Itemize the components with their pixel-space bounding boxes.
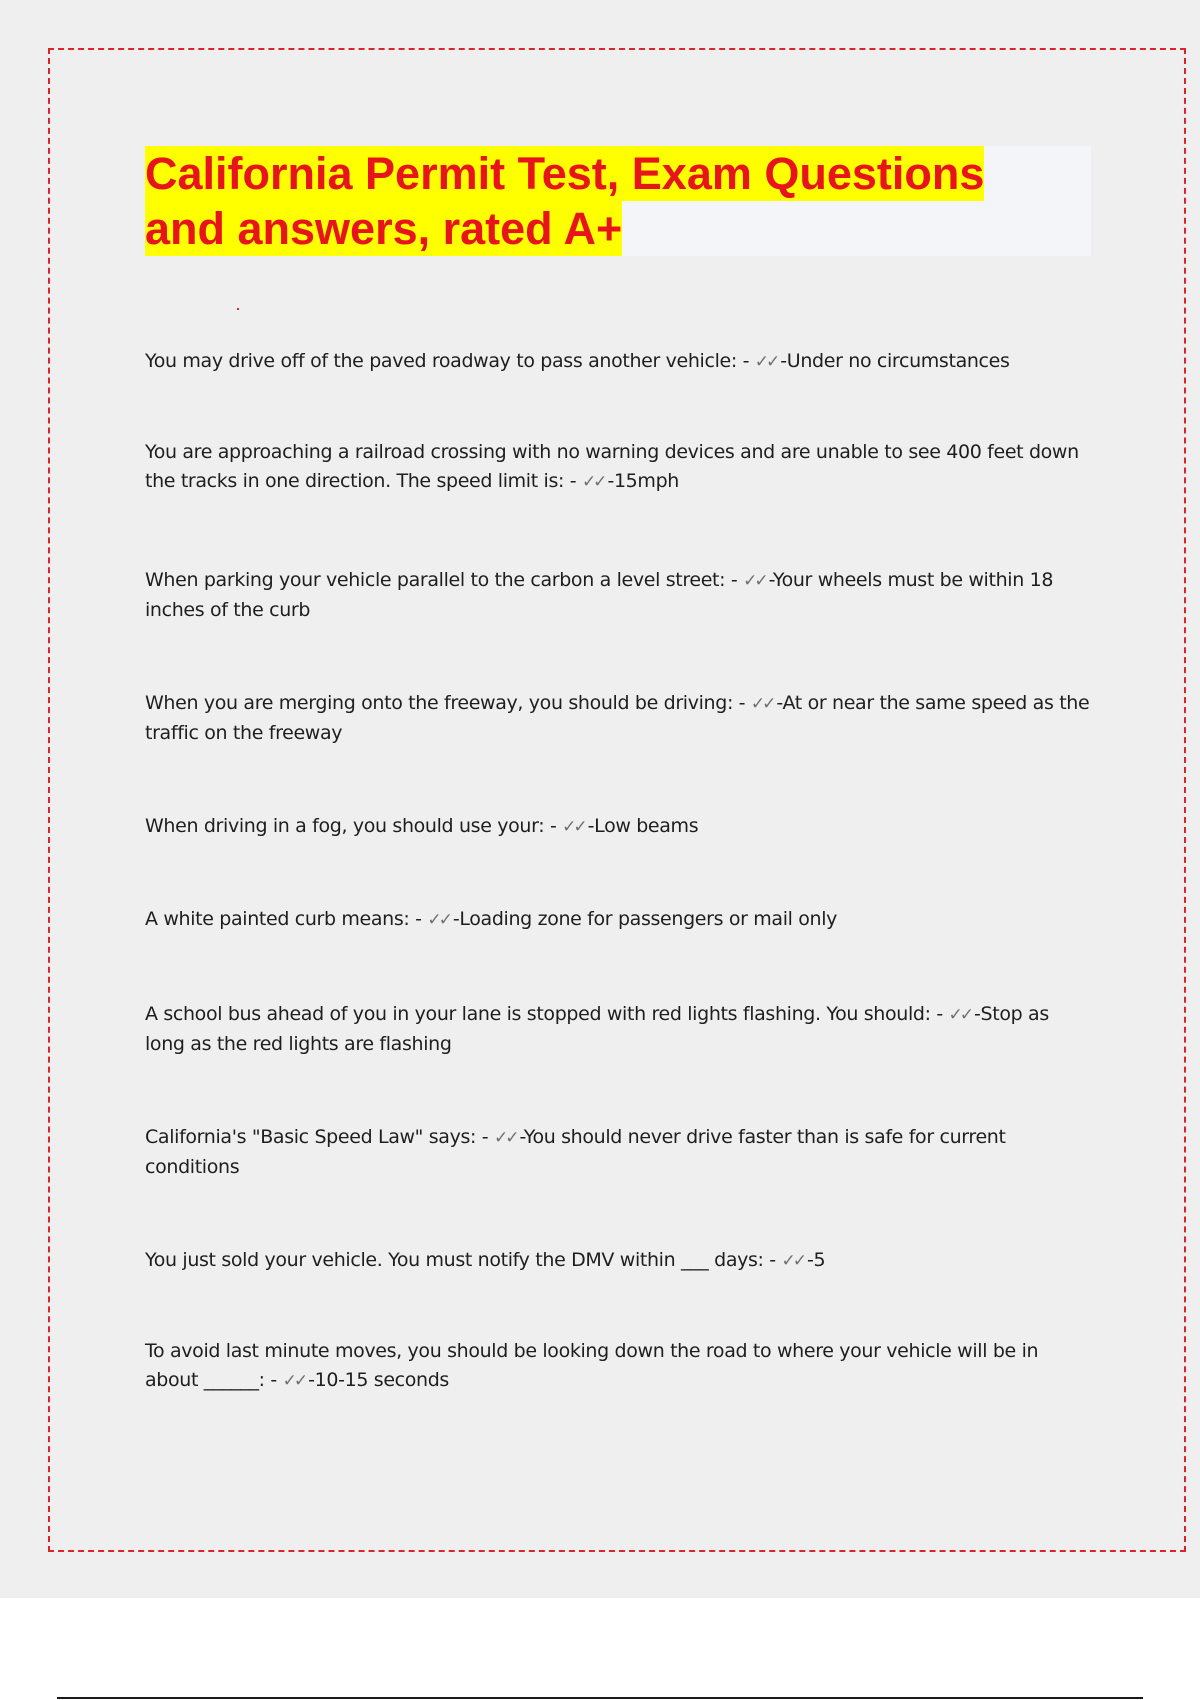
question-text: You just sold your vehicle. You must notify the DMV within ___ days: - bbox=[145, 1249, 782, 1271]
stray-mark bbox=[237, 308, 239, 310]
question-text: A white painted curb means: - bbox=[145, 908, 428, 930]
title-line-2: and answers, rated A+ bbox=[145, 203, 623, 254]
answer-text: -5 bbox=[807, 1249, 826, 1271]
question-text: California's "Basic Speed Law" says: - bbox=[145, 1126, 494, 1148]
answer-text: -Your wheels must be within 18 inches of the curb bbox=[145, 569, 1054, 621]
double-check-icon: ✓✓ bbox=[948, 1005, 972, 1025]
title-line-1: California Permit Test, Exam Questions bbox=[145, 148, 985, 199]
double-check-icon: ✓✓ bbox=[750, 694, 774, 714]
double-check-icon: ✓✓ bbox=[427, 910, 450, 930]
qa-item bbox=[145, 1246, 1090, 1276]
qa-item bbox=[145, 347, 1090, 377]
question-text: A school bus ahead of you in your lane is stopped with red lights flashing. You should: - bbox=[145, 1003, 949, 1025]
question-text: You are approaching a railroad crossing with no warning devices and are unable to see 400 feet down the tracks in one direction. The speed limit is: - bbox=[145, 441, 1079, 492]
double-check-icon: ✓✓ bbox=[781, 1251, 804, 1271]
answer-text: -Loading zone for passengers or mail only bbox=[452, 908, 838, 930]
question-text: When parking your vehicle parallel to the carbon a level street: - bbox=[145, 569, 744, 591]
double-check-icon: ✓✓ bbox=[282, 1371, 306, 1391]
qa-item bbox=[145, 1123, 1090, 1182]
qa-item bbox=[145, 812, 1090, 842]
question-text: When driving in a fog, you should use your: - bbox=[145, 815, 563, 837]
next-page-rule bbox=[57, 1697, 1143, 1699]
qa-item bbox=[145, 689, 1090, 748]
double-check-icon: ✓✓ bbox=[581, 472, 605, 492]
double-check-icon: ✓✓ bbox=[493, 1128, 517, 1148]
answer-text: -You should never drive faster than is safe for current conditions bbox=[145, 1126, 1006, 1178]
qa-item bbox=[145, 438, 1090, 497]
answer-text: -Stop as long as the red lights are flashing bbox=[145, 1003, 1049, 1055]
qa-item bbox=[145, 1000, 1090, 1059]
double-check-icon: ✓✓ bbox=[562, 817, 585, 837]
question-text: You may drive off of the paved roadway to pass another vehicle: - bbox=[145, 350, 755, 372]
qa-item bbox=[145, 1337, 1090, 1396]
answer-text: -10-15 seconds bbox=[308, 1369, 449, 1391]
question-text: To avoid last minute moves, you should be looking down the road to where your vehicle will be in about ______: - bbox=[145, 1340, 1039, 1391]
qa-item bbox=[145, 905, 1090, 935]
answer-text: -Low beams bbox=[587, 815, 699, 837]
answer-text: -Under no circumstances bbox=[780, 350, 1010, 372]
page-border bbox=[48, 48, 1186, 1552]
double-check-icon: ✓✓ bbox=[743, 571, 766, 591]
answer-text: -15mph bbox=[607, 470, 679, 492]
double-check-icon: ✓✓ bbox=[754, 352, 778, 372]
qa-item bbox=[145, 566, 1090, 625]
answer-text: -At or near the same speed as the traffic on the freeway bbox=[145, 692, 1090, 744]
question-text: When you are merging onto the freeway, you should be driving: - bbox=[145, 692, 751, 714]
document-title bbox=[145, 146, 984, 256]
